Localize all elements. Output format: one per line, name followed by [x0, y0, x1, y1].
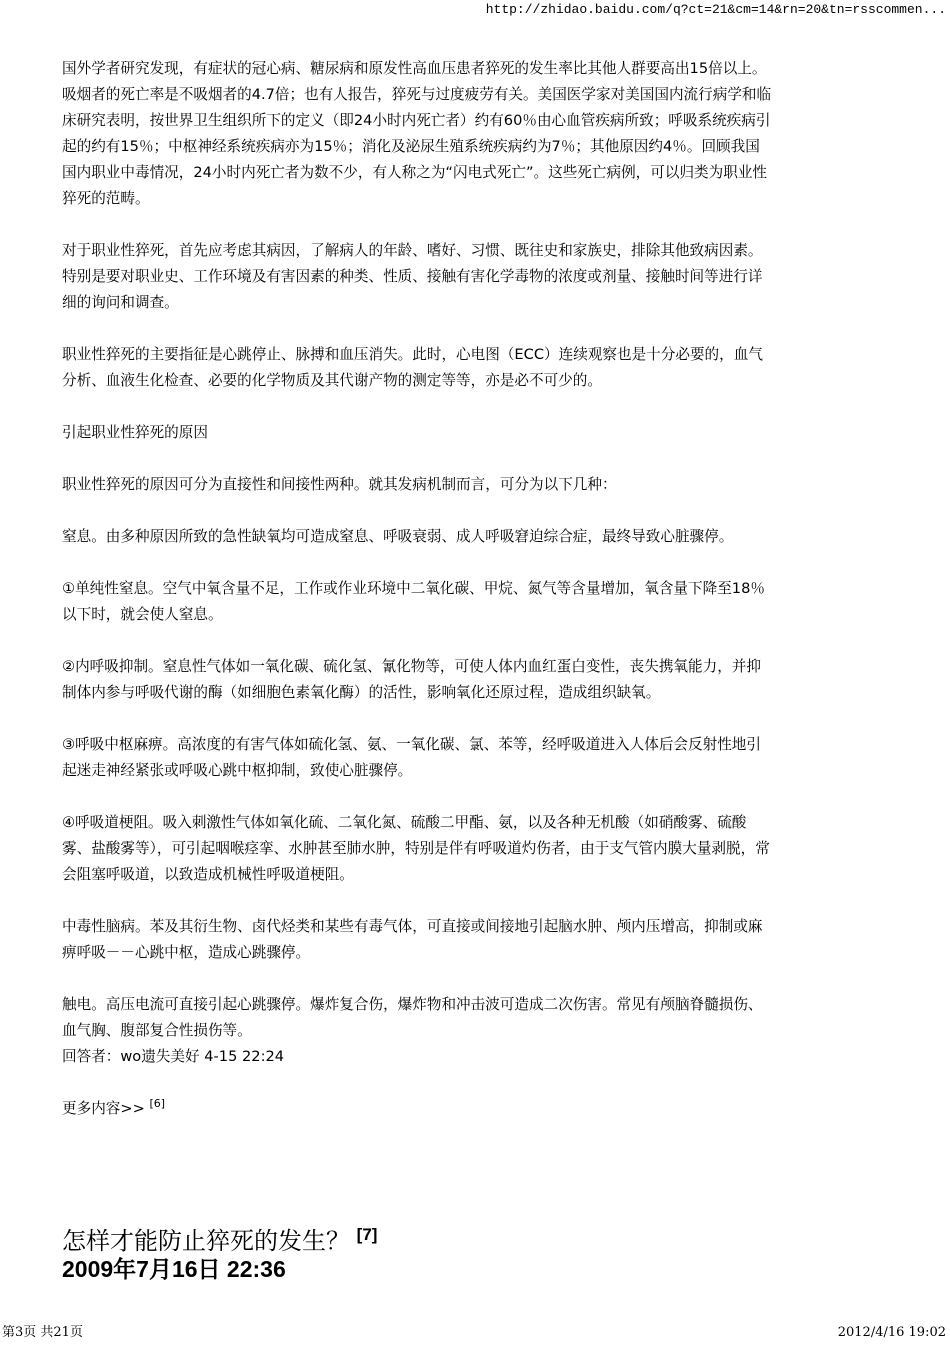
paragraph-airway-obstruction: ④呼吸道梗阻。吸入刺激性气体如氧化硫、二氧化氮、硫酸二甲酯、氨，以及各种无机酸（如硝酸雾、硫酸雾、盐酸雾等），可引起咽喉痉挛、水肿甚至肺水肿，特别是伴有呼吸道灼伤者，由于支气管内膜大量剥脱，常会阻塞呼吸道，以致造成机械性呼吸道梗阻。	[62, 814, 770, 883]
more-content-label[interactable]: 更多内容>>	[62, 1100, 145, 1117]
question-title[interactable]	[62, 1225, 842, 1256]
paragraph-diagnosis: 对于职业性猝死，首先应考虑其病因，了解病人的年龄、嗜好、习惯、既往史和家族史，排除其他致病因素。特别是要对职业史、工作环境及有害因素的种类、性质、接触有害化学毒物的浓度或剂量、接触时间等进行详细的询问和调查。	[62, 242, 763, 311]
paragraph-indicators: 职业性猝死的主要指征是心跳停止、脉搏和血压消失。此时，心电图（ECC）连续观察也是十分必要的，血气分析、血液生化检查、必要的化学物质及其代谢产物的测定等等，亦是必不可少的。	[62, 346, 763, 389]
paragraph-causes-intro: 职业性猝死的原因可分为直接性和间接性两种。就其发病机制而言，可分为以下几种：	[62, 476, 617, 493]
paragraph-electric-shock: 触电。高压电流可直接引起心跳骤停。爆炸复合伤，爆炸物和冲击波可造成二次伤害。常见有颅脑脊髓损伤、血气胸、腹部复合性损伤等。	[62, 996, 763, 1039]
paragraph-asphyxia: 窒息。由多种原因所致的急性缺氧均可造成窒息、呼吸衰弱、成人呼吸窘迫综合症，最终导致心脏骤停。	[62, 528, 734, 545]
page-header-url: http://zhidao.baidu.com/q?ct=21&cm=14&rn=20&tn=rsscommen...	[485, 2, 946, 17]
paragraph-internal-respiration: ②内呼吸抑制。窒息性气体如一氧化碳、硫化氢、氰化物等，可使人体内血红蛋白变性，丧失携氧能力，并抑制体内参与呼吸代谢的酶（如细胞色素氧化酶）的活性，影响氧化还原过程，造成组织缺氧。	[62, 658, 761, 701]
answer-content	[62, 56, 772, 1122]
section-heading-causes: 引起职业性猝死的原因	[62, 424, 208, 441]
question-title-text[interactable]: 怎样才能防止猝死的发生？	[62, 1228, 350, 1255]
paragraph-simple-asphyxia: ①单纯性窒息。空气中氧含量不足，工作或作业环境中二氧化碳、甲烷、氮气等含量增加，氧含量下降至18％以下时，就会使人窒息。	[62, 580, 765, 623]
paragraph-respiratory-center: ③呼吸中枢麻痹。高浓度的有害气体如硫化氢、氨、一氧化碳、氯、苯等，经呼吸道进入人体后会反射性地引起迷走神经紧张或呼吸心跳中枢抑制，致使心脏骤停。	[62, 736, 761, 779]
question-date: 2009年7月16日 22:36	[62, 1256, 286, 1282]
answerer-info: 回答者：wo遗失美好 4-15 22:24	[62, 1048, 285, 1065]
question-reference-marker: [7]	[356, 1225, 378, 1244]
paragraph-toxic-encephalopathy: 中毒性脑病。苯及其衍生物、卤代烃类和某些有毒气体，可直接或间接地引起脑水肿、颅内压增高，抑制或麻痹呼吸－－心跳中枢，造成心跳骤停。	[62, 918, 763, 961]
question-block	[62, 1225, 842, 1282]
reference-marker: [6]	[149, 1097, 166, 1111]
print-timestamp: 2012/4/16 19:02	[837, 1325, 946, 1340]
page-footer	[2, 1323, 946, 1343]
page-number: 第3页 共21页	[2, 1325, 83, 1340]
more-content-link[interactable]	[62, 1096, 772, 1122]
paragraph-statistics: 国外学者研究发现，有症状的冠心病、糖尿病和原发性高血压患者猝死的发生率比其他人群要高出15倍以上。吸烟者的死亡率是不吸烟者的4.7倍；也有人报告，猝死与过度疲劳有关。美国医学家对美国国内流行病学和临床研究表明，按世界卫生组织所下的定义（即24小时内死亡者）约有60％由心血管疾病所致；呼吸系统疾病引起的约有15％；中枢神经系统疾病亦为15％；消化及泌尿生殖系统疾病约为7％；其他原因约4％。回顾我国国内职业中毒情况，24小时内死亡者为数不少，有人称之为“闪电式死亡”。这些死亡病例，可以归类为职业性猝死的范畴。	[62, 60, 772, 207]
